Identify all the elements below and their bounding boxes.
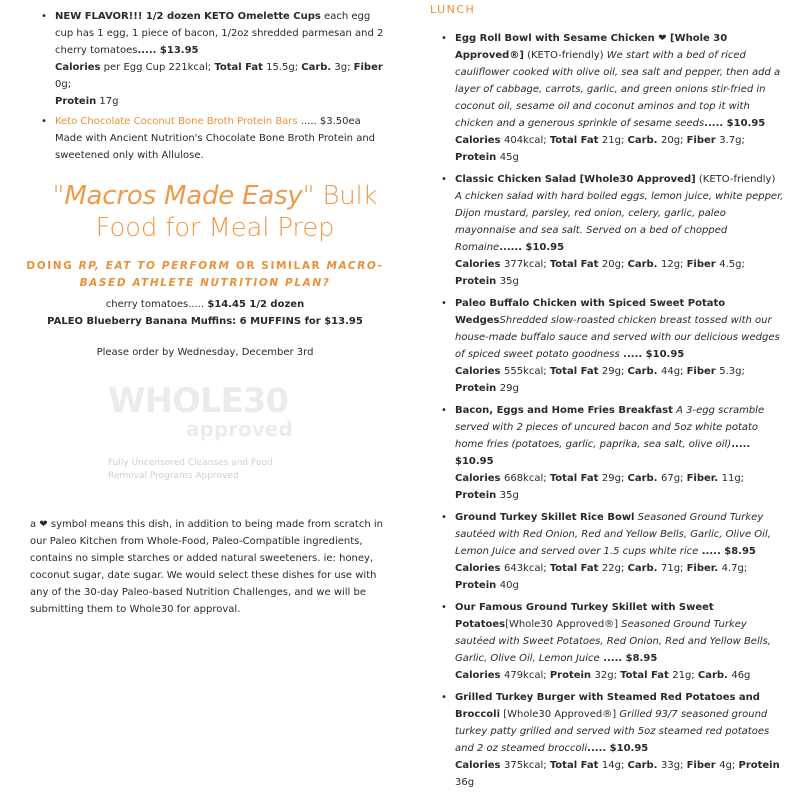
title-emphasis: Macros Made Easy: [64, 181, 303, 211]
fat-value: 29g;: [601, 366, 628, 377]
carb-value: 12g;: [660, 259, 687, 270]
calories-value: 404kcal;: [503, 135, 550, 146]
calories-label: Calories: [455, 366, 504, 377]
lunch-heading: LUNCH: [430, 3, 476, 16]
item-desc: A chicken salad with hard boiled eggs, lemon juice, white pepper, Dijon mustard, parsley, red onion, celery, garlic, paleo mayonnaise and sea salt. Served on a bed of chopped Romaine: [455, 191, 784, 253]
list-item: [455, 295, 785, 397]
item-desc: Seasoned Ground Turkey sautéed with Red Onion, Red and Yellow Bells, Garlic, Olive Oil, Lemon Juice and served over 1.5 cups white rice: [455, 512, 771, 557]
fat-value: 20g;: [601, 259, 628, 270]
nutrition-line: [455, 470, 785, 504]
subtitle-emphasis: RP, EAT TO PERFORM: [78, 260, 231, 272]
calories-label: Calories: [455, 135, 504, 146]
fat-label: Total Fat: [549, 563, 602, 574]
carb-value: 44g;: [660, 366, 687, 377]
calories-value: 555kcal;: [503, 366, 550, 377]
title-rest: Bulk Food for Meal Prep: [95, 181, 378, 243]
item-price: ...... $10.95: [499, 242, 565, 253]
fat-label: Total Fat: [549, 760, 602, 771]
protein-label: Protein: [55, 96, 97, 107]
item-tag: (KETO-friendly): [695, 174, 776, 185]
list-item: [455, 171, 785, 290]
item-price: ..... $8.95: [698, 546, 756, 557]
section-title: [20, 180, 410, 244]
fat-value: 22g;: [601, 563, 628, 574]
calories-label: Calories: [455, 473, 504, 484]
protein-label: Protein: [455, 490, 500, 501]
carb-value: 71g;: [660, 563, 687, 574]
item-name: Bacon, Eggs and Home Fries Breakfast: [455, 405, 673, 416]
fat-value: 21g;: [601, 135, 628, 146]
bulk-item-price: for $13.95: [301, 316, 363, 327]
item-name: Paleo Buffalo Chicken with Spiced Sweet Potato Wedges: [455, 298, 726, 326]
fiber-value: 4.5g;: [719, 259, 745, 270]
list-item: [455, 599, 785, 684]
item-desc: Seasoned Ground Turkey sautéed with Sweet Potatoes, Red Onion, Red and Yellow Bells, Garlic, Olive Oil, Lemon Juice: [455, 619, 771, 664]
logo-word: WHOLE30: [108, 381, 289, 421]
protein-label: Protein: [455, 276, 500, 287]
item-name: NEW FLAVOR!!! 1/2 dozen KETO Omelette Cups: [55, 11, 321, 22]
carb-value: 20g;: [660, 135, 687, 146]
fat-label: Total Fat: [549, 259, 602, 270]
item-desc: each egg cup has 1 egg, 1 piece of bacon, 1/2oz shredded parmesan and 2 cherry tomatoes: [55, 11, 384, 56]
fat-label: Total Fat: [549, 366, 602, 377]
item-price: ..... $10.95: [704, 118, 766, 129]
calories-value: 375kcal;: [503, 760, 550, 771]
item-name: Egg Roll Bowl with Sesame Chicken ❤ [Whole 30 Approved®]: [455, 33, 728, 61]
bulk-item-name: PALEO Blueberry Banana Muffins: 6 MUFFINS: [47, 316, 302, 327]
fiber-value: 11g;: [721, 473, 745, 484]
calories-label: Calories: [455, 670, 504, 681]
calories-label: Calories: [455, 259, 504, 270]
fiber-label: Fiber: [686, 366, 720, 377]
carb-label: Carb.: [697, 670, 732, 681]
fiber-value: 5.3g;: [719, 366, 745, 377]
carb-label: Carb.: [627, 259, 661, 270]
fiber-value: 0g;: [55, 79, 72, 90]
fiber-label: Fiber: [686, 259, 720, 270]
calories-value: 668kcal;: [503, 473, 550, 484]
carb-value: 33g;: [660, 760, 687, 771]
protein-value: 45g: [499, 152, 519, 163]
fat-value: 29g;: [601, 473, 628, 484]
bulk-items: [30, 296, 380, 330]
whole30-logo: [108, 383, 328, 443]
fiber-value: 3.7g;: [719, 135, 745, 146]
item-price: ..... $10.95: [455, 439, 751, 467]
carb-label: Carb.: [627, 473, 661, 484]
nutrition-line: [455, 256, 785, 290]
symbol-note: a ❤ symbol means this dish, in addition to being made from scratch in our Paleo Kitchen from Whole-Food, Paleo-Compatible ingredients, contains no simple starches or added natural sweeteners. ie: honey, coconut sugar, date sugar. We would select these dishes for use with any of the 30-day Paleo-based Nutrition Challenges, and we will be submitting them to Whole30 for approval.: [30, 519, 383, 615]
protein-label: Protein: [455, 580, 500, 591]
fiber-label: Fiber.: [686, 563, 722, 574]
fat-value: 14g;: [601, 760, 628, 771]
carb-label: Carb.: [627, 760, 661, 771]
carb-value: 46g: [731, 670, 751, 681]
list-item: [455, 30, 785, 166]
nutrition-line: [455, 560, 785, 594]
fiber-label: Fiber: [353, 62, 383, 73]
lunch-menu-list: [455, 30, 785, 796]
subtitle-emphasis: MACRO-BASED ATHLETE NUTRITION PLAN?: [79, 260, 384, 289]
item-tag: [Whole30 Approved®]: [505, 619, 622, 630]
order-deadline: Please order by Wednesday, December 3rd: [96, 347, 314, 358]
fiber-label: Fiber: [686, 135, 720, 146]
list-item: [455, 509, 785, 594]
calories-label: Calories: [455, 760, 504, 771]
list-item: [455, 689, 785, 791]
item-tag: (KETO-friendly): [523, 50, 607, 61]
calories-label: Calories: [455, 563, 504, 574]
fiber-value: 4g;: [719, 760, 739, 771]
list-item: [455, 402, 785, 504]
calories-value: 643kcal;: [503, 563, 550, 574]
subtitle-part: OR SIMILAR: [230, 260, 327, 272]
fat-value: 21g;: [672, 670, 698, 681]
item-name: Grilled Turkey Burger with Steamed Red Potatoes and Broccoli: [455, 692, 760, 720]
carb-label: Carb.: [627, 563, 661, 574]
protein-label: Protein: [549, 670, 595, 681]
protein-value: 29g: [499, 383, 519, 394]
fat-label: Total Fat: [214, 62, 263, 73]
bulk-item-price: $14.45 1/2 dozen: [207, 299, 305, 310]
item-desc: Shredded slow-roasted chicken breast tossed with our house-made buffalo sauce and served with our delicious wedges of spiced sweet potato goodness: [455, 315, 780, 360]
carb-value: 67g;: [660, 473, 687, 484]
item-name-link[interactable]: Keto Chocolate Coconut Bone Broth Protein Bars: [55, 116, 298, 127]
quote-close: ": [302, 181, 315, 211]
carb-label: Carb.: [627, 135, 661, 146]
item-price: ..... $8.95: [599, 653, 658, 664]
fat-label: Total Fat: [549, 473, 602, 484]
protein-label: Protein: [455, 152, 500, 163]
protein-value: 35g: [499, 276, 519, 287]
nutrition-line: [455, 132, 785, 166]
carb-label: Carb.: [301, 62, 332, 73]
item-desc: Made with Ancient Nutrition's Chocolate Bone Broth Protein and sweetened only with Allulose.: [55, 133, 376, 161]
protein-label: Protein: [738, 760, 780, 771]
item-desc: A 3-egg scramble served with 2 pieces of uncured bacon and 5oz white potato home fries (potatoes, garlic, paprika, sea salt, olive oil): [455, 405, 765, 450]
fat-label: Total Fat: [549, 135, 602, 146]
fiber-label: Fiber.: [686, 473, 722, 484]
quote-open: ": [52, 181, 65, 211]
protein-value: 40g: [499, 580, 519, 591]
item-tag: [Whole30 Approved®]: [500, 709, 620, 720]
carb-label: Carb.: [627, 366, 661, 377]
item-desc: Grilled 93/7 seasoned ground turkey patty grilled and served with 5oz steamed red potatoes and 2 oz steamed broccoli: [455, 709, 770, 754]
protein-value: 17g: [96, 96, 119, 107]
item-desc: We start with a bed of riced cauliflower cooked with olive oil, sea salt and pepper, then add a layer of cabbage, carrots, garlic, and green onions stir-fried in coconut oil, sesame oil and coconut aminos and top it with chicken and a generous sprinkle of sesame seeds: [455, 50, 781, 129]
nutrition-line: [455, 667, 785, 684]
calories-label: Calories: [55, 62, 101, 73]
item-price: ..... $10.95: [619, 349, 685, 360]
protein-value: 32g;: [594, 670, 621, 681]
nutrition-line: [455, 757, 785, 791]
item-name: Classic Chicken Salad [Whole30 Approved]: [455, 174, 696, 185]
item-name: Our Famous Ground Turkey Skillet with Sweet Potatoes: [455, 602, 714, 630]
logo-sub: approved: [186, 417, 293, 441]
fiber-value: 4.7g;: [721, 563, 748, 574]
subtitle-part: DOING: [26, 260, 79, 272]
fat-value: 15.5g;: [262, 62, 302, 73]
protein-value: 36g: [455, 777, 475, 788]
fat-label: Total Fat: [620, 670, 673, 681]
list-item: [55, 8, 390, 110]
protein-label: Protein: [455, 383, 500, 394]
list-item: [55, 113, 390, 164]
item-price: ..... $3.50ea: [297, 116, 361, 127]
section-subtitle: [25, 258, 385, 292]
protein-value: 35g: [499, 490, 519, 501]
calories-value: 479kcal;: [503, 670, 550, 681]
calories-value: 377kcal;: [503, 259, 550, 270]
fiber-label: Fiber: [686, 760, 720, 771]
faint-caption: Fully Uncensored Cleanses and Food Removal Programs Approved: [108, 458, 273, 481]
bulk-item-text: cherry tomatoes.....: [105, 299, 208, 310]
left-menu-list: [55, 8, 390, 167]
calories-value: per Egg Cup 221kcal;: [100, 62, 215, 73]
nutrition-line: [455, 363, 785, 397]
item-price: ..... $10.95: [587, 743, 649, 754]
item-price: ..... $13.95: [137, 45, 199, 56]
item-name: Ground Turkey Skillet Rice Bowl: [455, 512, 635, 523]
carb-value: 3g;: [331, 62, 354, 73]
